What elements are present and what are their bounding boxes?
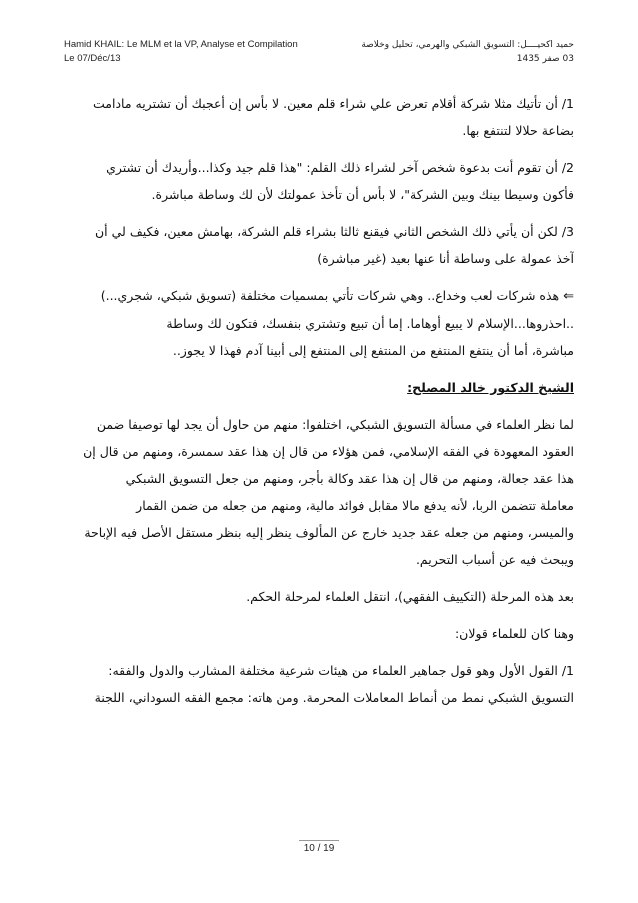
header-left-title: Hamid KHAIL: Le MLM et la VP, Analyse et Compilation [64,39,298,50]
text-line [64,282,574,310]
page-footer [0,840,638,854]
text-line: 1/ أن تأتيك مثلا شركة أقلام تعرض علي شراء قلم معين. لا بأس إن أعجبك أن تشتريه مادامت [93,96,574,111]
header-left-date: Le 07/Déc/13 [64,53,121,64]
text-line: فأكون وسيطا بينك وبين الشركة"، لا بأس أن تأخذ عمولتك لأن لك وساطة مباشرة. [151,187,574,202]
page-number: 10 / 19 [299,840,339,854]
header-right [361,38,574,66]
text-line: هذا عقد جعالة، ومنهم من قال إن هذا عقد وكالة بأجر، ومنهم من جعل التسويق الشبكي [125,471,574,486]
text-line: والميسر، ومنهم من جعله عقد جديد خارج عن المألوف ينظر إليه بنظر مستقل الأصل فيه الإباحة [84,525,574,540]
text-line-content: هذه شركات لعب وخداع.. وهي شركات تأتي بمسميات مختلفة (تسويق شبكي، شجري...) [100,288,560,303]
text-line: ..احذروها...الإسلام لا يبيع أوهاما. إما أن تبيع وتشتري بنفسك، فتكون لك وساطة [166,316,574,331]
text-line: بضاعة حلالا لتنتفع بها. [462,123,574,138]
text-line: 1/ القول الأول وهو قول جماهير العلماء من هيئات شرعية مختلفة المشارب والدول والفقه: [108,663,574,678]
paragraph [64,411,574,573]
text-line: وهنا كان للعلماء قولان: [454,626,574,641]
text-line: آخذ عمولة على وساطة أنا عنها بعيد (غير مباشرة) [317,251,574,266]
text-line: ويبحث فيه عن أسباب التحريم. [415,552,574,567]
double-arrow-icon: ⇐ [563,289,574,304]
paragraph [64,620,574,647]
paragraph [64,583,574,610]
text-line: مباشرة، أما أن ينتفع المنتفع من المنتفع إلى المنتفع إلى أبينا آدم فهذا لا يجوز.. [172,343,574,358]
text-line: بعد هذه المرحلة (التكييف الفقهي)، انتقل العلماء لمرحلة الحكم. [246,589,574,604]
header-left [64,38,298,66]
text-line: لما نظر العلماء في مسألة التسويق الشبكي، اختلفوا: منهم من حاول أن يجد لها توصيفا ضمن [96,417,574,432]
header-right-date: 03 صفر 1435 [516,54,574,64]
text-line: الشيخ الدكتور خالد المصلح: [407,380,574,395]
paragraph [64,282,574,364]
text-line: 3/ لكن أن يأتي ذلك الشخص الثاني فيقنع ثالثا بشراء قلم الشركة، بهامش معين، فكيف لي أن [95,224,574,239]
paragraph [64,154,574,208]
text-line: معاملة تتضمن الربا، لأنه يدفع مالا مقابل فوائد مالية، ومنهم من جعله من ضمن القمار [136,498,574,513]
section-heading [64,374,574,401]
text-line: العقود المعهودة في الفقه الإسلامي، فمن هؤلاء من قال إن هذا عقد سمسرة، ومنهم من قال إن [83,444,574,459]
page-header [64,38,574,72]
document-body [64,90,574,721]
paragraph [64,657,574,711]
paragraph [64,90,574,144]
text-line: 2/ أن تقوم أنت بدعوة شخص آخر لشراء ذلك القلم: "هذا قلم جيد وكذا...وأريدك أن تشتري [106,160,574,175]
header-right-title: حميد اكحيــــل: التسويق الشبكي والهرمي، تحليل وخلاصة [361,40,574,50]
paragraph [64,218,574,272]
text-line: التسويق الشبكي نمط من أنماط المعاملات المحرمة. ومن هاته: مجمع الفقه السوداني، اللجنة [94,690,574,705]
